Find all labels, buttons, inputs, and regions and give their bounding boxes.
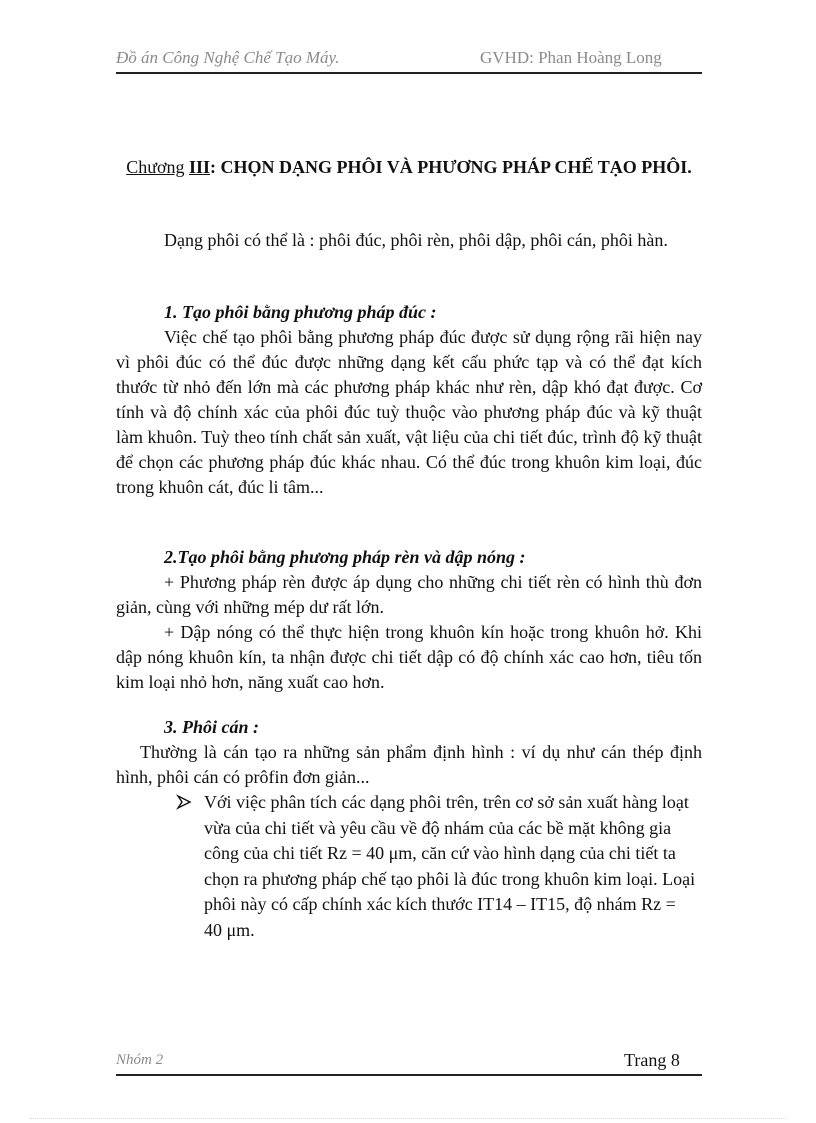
chapter-label: Chương <box>126 157 185 177</box>
conclusion-text: Với việc phân tích các dạng phôi trên, trên cơ sở sản xuất hàng loạt vừa của chi tiết và yêu cầu về độ nhám của các bề mặt không gia công của chi tiết Rz = 40 μm, căn cứ vào hình dạng của chi tiết ta chọn ra phương pháp chế tạo phôi là đúc trong khuôn kim loại. Loại phôi này có cấp chính xác kích thước IT14 – IT15, độ nhám Rz = 40 μm. <box>204 792 696 940</box>
page-edge-dotted-line <box>30 1118 786 1119</box>
arrow-bullet-icon <box>176 790 192 817</box>
section-1-heading: 1. Tạo phôi bằng phương pháp đúc : <box>164 302 437 322</box>
intro-paragraph: Dạng phôi có thể là : phôi đúc, phôi rèn, phôi dập, phôi cán, phôi hàn. <box>164 230 668 250</box>
header-document-title: Đồ án Công Nghệ Chế Tạo Máy. <box>116 48 340 67</box>
footer-page-number: Trang 8 <box>624 1050 680 1070</box>
header-divider <box>116 72 702 74</box>
footer-group: Nhóm 2 <box>116 1052 164 1068</box>
chapter-title <box>116 154 702 180</box>
chapter-number: III <box>189 157 211 177</box>
section-3-body: Thường là cán tạo ra những sản phẩm định hình : ví dụ như cán thép định hình, phôi cán có prôfin đơn giản... <box>116 742 702 787</box>
section-3-heading: 3. Phôi cán : <box>164 717 260 737</box>
section-2-item-2: + Dập nóng có thể thực hiện trong khuôn kín hoặc trong khuôn hở. Khi dập nóng khuôn kín, ta nhận được chi tiết dập có độ chính xác cao hơn, tiêu tốn kim loại nhỏ hơn, năng xuất cao hơn. <box>116 622 702 692</box>
section-1-body: Việc chế tạo phôi bằng phương pháp đúc được sử dụng rộng rãi hiện nay vì phôi đúc có thể đúc được những dạng kết cấu phức tạp và có thể đạt kích thước từ nhỏ đến lớn mà các phương pháp khác như rèn, dập khó đạt được. Cơ tính và độ chính xác của phôi đúc tuỳ thuộc vào phương pháp đúc và kỹ thuật làm khuôn. Tuỳ theo tính chất sản xuất, vật liệu của chi tiết đúc, trình độ kỹ thuật để chọn các phương pháp đúc khác nhau. Có thể đúc trong khuôn kim loại, đúc trong khuôn cát, đúc li tâm... <box>116 327 702 497</box>
conclusion-bullet <box>176 790 696 943</box>
header-supervisor: GVHD: Phan Hoàng Long <box>480 48 662 67</box>
chapter-title-text: : CHỌN DẠNG PHÔI VÀ PHƯƠNG PHÁP CHẾ TẠO PHÔI. <box>210 157 692 177</box>
section-2-heading: 2.Tạo phôi bằng phương pháp rèn và dập nóng : <box>164 547 526 567</box>
section-2-item-1: + Phương pháp rèn được áp dụng cho những chi tiết rèn có hình thù đơn giản, cùng với những mép dư rất lớn. <box>116 572 702 617</box>
footer-divider <box>116 1074 702 1076</box>
